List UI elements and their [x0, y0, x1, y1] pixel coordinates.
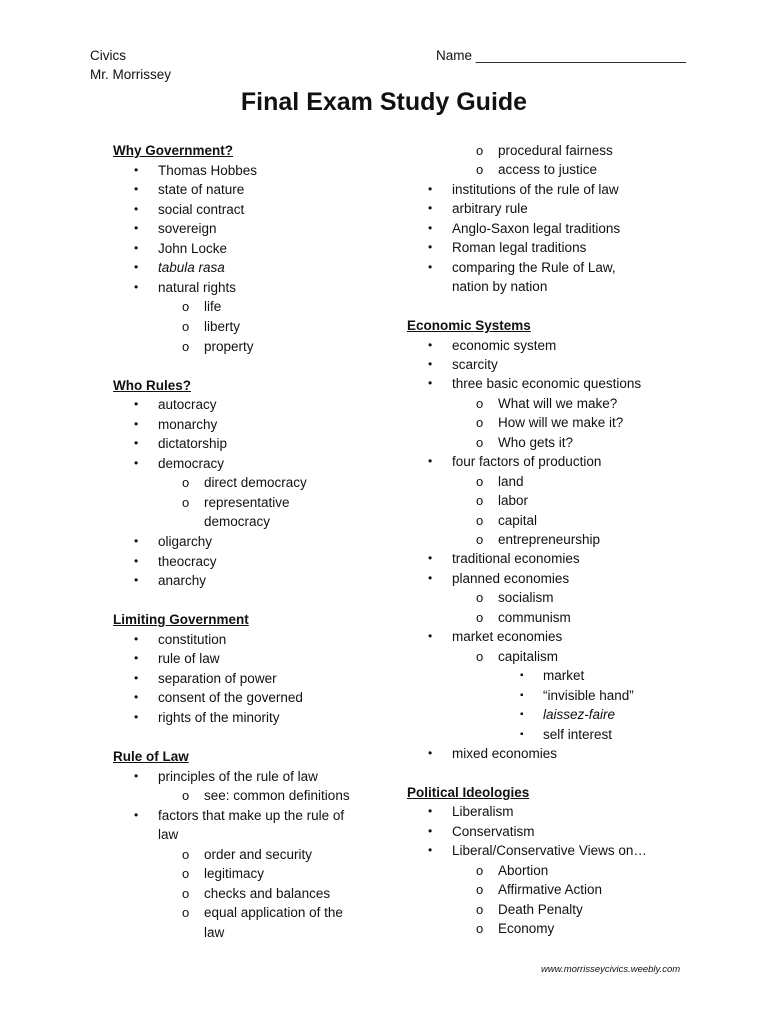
- item-text: Death Penalty: [498, 901, 583, 917]
- sub-list-item: [476, 608, 571, 628]
- item-text: Liberal/Conservative Views on…: [452, 843, 647, 859]
- course-label: Civics: [90, 48, 126, 63]
- item-text: planned economies: [452, 570, 570, 586]
- sub-list-item: [182, 473, 307, 493]
- item-text: procedural fairness: [498, 143, 613, 158]
- circle-bullet-icon: o: [476, 395, 484, 411]
- item-text: Thomas Hobbes: [158, 162, 258, 178]
- sub-list-item: [476, 141, 613, 161]
- bullet-icon: •: [134, 397, 139, 412]
- section-heading: [113, 141, 233, 161]
- item-text: economic system: [452, 337, 557, 353]
- circle-bullet-icon: o: [476, 415, 484, 431]
- item-text: separation of power: [158, 670, 277, 686]
- list-item: [134, 239, 228, 259]
- circle-bullet-icon: o: [476, 512, 484, 528]
- sub-list-item: [182, 297, 222, 317]
- item-text: four factors of production: [452, 454, 602, 470]
- list-item: [134, 649, 220, 669]
- list-item: [428, 822, 535, 842]
- bullet-icon: •: [134, 690, 139, 705]
- item-text: state of nature: [158, 182, 245, 198]
- bullet-icon: •: [428, 551, 433, 566]
- circle-bullet-icon: o: [182, 475, 190, 491]
- sub-list-item: [476, 413, 624, 433]
- bullet-icon: •: [134, 240, 139, 255]
- circle-bullet-icon: o: [182, 788, 190, 804]
- list-item: [134, 415, 218, 435]
- bullet-icon: •: [428, 356, 433, 371]
- bullet-icon: •: [134, 534, 139, 548]
- item-text: Rule of Law: [113, 749, 189, 765]
- list-item: [428, 452, 602, 472]
- section-heading: [113, 610, 249, 630]
- bullet-icon: •: [428, 181, 433, 196]
- circle-bullet-icon: o: [182, 299, 190, 315]
- circle-bullet-icon: o: [182, 846, 190, 862]
- item-text: Economy: [498, 921, 555, 936]
- list-item: [428, 336, 557, 356]
- item-text: see: common definitions: [204, 788, 350, 804]
- list-item: [158, 825, 178, 845]
- item-text: self interest: [543, 726, 613, 742]
- list-item: [428, 180, 619, 200]
- item-text: Affirmative Action: [498, 882, 603, 898]
- list-item: [134, 532, 213, 552]
- list-item: [428, 238, 587, 258]
- list-item: [428, 199, 528, 219]
- bullet-icon: •: [134, 709, 139, 724]
- sub-sub-list-item: [520, 705, 616, 725]
- bullet-icon: •: [134, 573, 139, 588]
- item-text: direct democracy: [204, 475, 307, 491]
- item-text: natural rights: [158, 279, 237, 295]
- bullet-icon: •: [134, 631, 139, 646]
- section-heading: [113, 747, 189, 767]
- item-text: Why Government?: [113, 143, 234, 158]
- item-text: entrepreneurship: [498, 532, 601, 547]
- item-text: communism: [498, 609, 571, 625]
- item-text: tabula rasa: [158, 260, 225, 276]
- bullet-icon: •: [428, 259, 433, 274]
- section-heading: [407, 316, 531, 336]
- sub-list-item: [476, 588, 554, 608]
- sub-list-item: [476, 861, 549, 881]
- item-text: rights of the minority: [158, 709, 280, 725]
- bullet-icon: •: [428, 804, 433, 819]
- item-text: legitimacy: [204, 866, 265, 882]
- square-bullet-icon: ▪: [520, 709, 524, 721]
- item-text: democracy: [158, 455, 225, 471]
- item-text: autocracy: [158, 397, 217, 413]
- bullet-icon: •: [134, 416, 139, 431]
- bullet-icon: •: [428, 240, 433, 255]
- sub-sub-list-item: [520, 686, 634, 706]
- bullet-icon: •: [428, 201, 433, 216]
- bullet-icon: •: [428, 376, 433, 391]
- item-text: Who Rules?: [113, 377, 191, 393]
- footer-url: www.morrisseycivics.weebly.com: [541, 964, 681, 975]
- name-field-label: Name ____________________________: [436, 48, 686, 63]
- circle-bullet-icon: o: [476, 921, 484, 936]
- item-text: Roman legal traditions: [452, 240, 587, 256]
- circle-bullet-icon: o: [182, 338, 190, 354]
- list-item: [428, 549, 580, 569]
- item-text: anarchy: [158, 573, 207, 589]
- item-text: oligarchy: [158, 534, 213, 549]
- item-text: market: [543, 668, 585, 684]
- list-item: [428, 219, 621, 239]
- bullet-icon: •: [134, 455, 139, 470]
- item-text: What will we make?: [498, 395, 618, 411]
- item-text: institutions of the rule of law: [452, 181, 619, 197]
- item-text: liberty: [204, 318, 241, 334]
- bullet-icon: •: [428, 454, 433, 469]
- sub-list-item: [476, 900, 583, 920]
- item-text: consent of the governed: [158, 690, 303, 706]
- item-text: Conservatism: [452, 823, 535, 839]
- list-item: [428, 374, 642, 394]
- circle-bullet-icon: o: [476, 434, 484, 450]
- sub-list-item: [182, 884, 331, 904]
- item-text: factors that make up the rule of: [158, 807, 345, 823]
- list-item: [134, 278, 237, 298]
- bullet-icon: •: [134, 221, 139, 236]
- sub-list-item: [182, 845, 313, 865]
- sub-list-item: [182, 317, 241, 337]
- item-text: representative: [204, 494, 290, 510]
- circle-bullet-icon: o: [476, 143, 484, 158]
- item-text: order and security: [204, 846, 313, 862]
- item-text: comparing the Rule of Law,: [452, 259, 616, 275]
- item-text: law: [204, 925, 225, 940]
- bullet-icon: •: [428, 337, 433, 352]
- circle-bullet-icon: o: [476, 532, 484, 547]
- bullet-icon: •: [134, 768, 139, 783]
- list-item: [134, 767, 318, 787]
- item-text: sovereign: [158, 221, 217, 237]
- square-bullet-icon: ▪: [520, 689, 524, 701]
- sub-sub-list-item: [520, 666, 585, 686]
- sub-list-item: [476, 160, 598, 180]
- item-text: capitalism: [498, 648, 559, 664]
- list-item: [134, 571, 207, 591]
- item-text: social contract: [158, 201, 245, 217]
- square-bullet-icon: ▪: [520, 670, 524, 682]
- list-item: [134, 669, 277, 689]
- list-item: [428, 569, 570, 589]
- item-text: land: [498, 473, 524, 489]
- sub-list-item: [476, 472, 524, 492]
- sub-list-item: [476, 511, 538, 531]
- list-item: [134, 200, 245, 220]
- item-text: arbitrary rule: [452, 201, 528, 217]
- item-text: checks and balances: [204, 885, 331, 901]
- sub-list-item: [476, 880, 603, 900]
- item-text: Political Ideologies: [407, 784, 530, 800]
- bullet-icon: •: [134, 670, 139, 685]
- bullet-icon: •: [428, 745, 433, 760]
- list-item: [428, 841, 647, 861]
- item-text: equal application of the: [204, 905, 343, 921]
- item-text: labor: [498, 493, 529, 509]
- bullet-icon: •: [134, 201, 139, 216]
- list-item: [134, 219, 217, 239]
- list-item: [134, 708, 280, 728]
- circle-bullet-icon: o: [476, 862, 484, 878]
- circle-bullet-icon: o: [476, 609, 484, 625]
- circle-bullet-icon: o: [182, 494, 190, 510]
- item-text: Liberalism: [452, 804, 514, 820]
- list-item: [428, 355, 498, 375]
- sub-sub-list-item: [520, 725, 613, 745]
- item-text: rule of law: [158, 651, 220, 667]
- sub-list-item: [476, 491, 529, 511]
- page-title: Final Exam Study Guide: [240, 88, 528, 116]
- item-text: theocracy: [158, 553, 217, 569]
- item-text: democracy: [204, 514, 271, 530]
- bullet-icon: •: [428, 843, 433, 858]
- list-item: [134, 180, 245, 200]
- bullet-icon: •: [134, 651, 139, 666]
- item-text: dictatorship: [158, 436, 228, 452]
- bullet-icon: •: [134, 162, 139, 177]
- list-item: [134, 258, 225, 278]
- circle-bullet-icon: o: [476, 648, 484, 664]
- circle-bullet-icon: o: [476, 162, 484, 178]
- circle-bullet-icon: o: [476, 473, 484, 489]
- sub-list-item: [476, 919, 555, 939]
- item-text: constitution: [158, 631, 227, 647]
- bullet-icon: •: [428, 629, 433, 644]
- item-text: Limiting Government: [113, 612, 249, 628]
- section-heading: [407, 783, 529, 803]
- bullet-icon: •: [134, 553, 139, 568]
- square-bullet-icon: ▪: [520, 728, 524, 740]
- bullet-icon: •: [428, 220, 433, 235]
- bullet-icon: •: [134, 436, 139, 451]
- sub-list-item: [182, 903, 343, 923]
- item-text: property: [204, 338, 254, 354]
- list-item: [134, 552, 217, 572]
- list-item: [134, 434, 228, 454]
- item-text: monarchy: [158, 416, 218, 432]
- sub-list-item: [182, 786, 350, 806]
- item-text: mixed economies: [452, 745, 558, 761]
- item-text: socialism: [498, 590, 554, 606]
- section-heading: [113, 376, 191, 396]
- item-text: Who gets it?: [498, 434, 574, 450]
- bullet-icon: •: [134, 182, 139, 197]
- circle-bullet-icon: o: [182, 318, 190, 334]
- item-text: Abortion: [498, 862, 549, 878]
- sub-list-item: [476, 433, 574, 453]
- list-item: [134, 688, 303, 708]
- list-item: [134, 630, 227, 650]
- sub-list-item: [476, 530, 601, 550]
- item-text: laissez-faire: [543, 707, 616, 723]
- circle-bullet-icon: o: [182, 905, 190, 921]
- circle-bullet-icon: o: [476, 493, 484, 509]
- item-text: “invisible hand”: [543, 687, 634, 703]
- circle-bullet-icon: o: [476, 590, 484, 606]
- item-text: three basic economic questions: [452, 376, 642, 392]
- item-text: John Locke: [158, 240, 228, 256]
- bullet-icon: •: [134, 279, 139, 294]
- list-item: [134, 806, 345, 826]
- item-text: capital: [498, 512, 538, 528]
- item-text: nation by nation: [452, 279, 548, 295]
- sub-list-item: [476, 647, 559, 667]
- item-text: access to justice: [498, 162, 598, 178]
- sub-list-item: [204, 512, 270, 532]
- sub-list-item: [476, 394, 618, 414]
- bullet-icon: •: [428, 570, 433, 585]
- item-text: Anglo-Saxon legal traditions: [452, 220, 621, 236]
- item-text: market economies: [452, 629, 563, 645]
- list-item: [428, 802, 514, 822]
- item-text: law: [158, 827, 179, 843]
- item-text: principles of the rule of law: [158, 768, 318, 784]
- list-item: [134, 454, 225, 474]
- item-text: traditional economies: [452, 551, 580, 567]
- list-item: [428, 744, 558, 764]
- list-item: [428, 627, 563, 647]
- sub-list-item: [182, 337, 254, 357]
- sub-list-item: [182, 864, 265, 884]
- item-text: Economic Systems: [407, 318, 531, 334]
- item-text: How will we make it?: [498, 415, 624, 431]
- item-text: life: [204, 299, 222, 315]
- list-item: [134, 395, 217, 415]
- bullet-icon: •: [134, 260, 139, 275]
- circle-bullet-icon: o: [476, 901, 484, 917]
- bullet-icon: •: [428, 823, 433, 838]
- list-item: [452, 277, 547, 297]
- circle-bullet-icon: o: [476, 882, 484, 898]
- item-text: scarcity: [452, 356, 498, 372]
- list-item: [428, 258, 616, 278]
- list-item: [134, 161, 258, 181]
- circle-bullet-icon: o: [182, 885, 190, 901]
- teacher-label: Mr. Morrissey: [90, 67, 171, 82]
- sub-list-item: [204, 923, 224, 943]
- bullet-icon: •: [134, 807, 139, 822]
- sub-list-item: [182, 493, 290, 513]
- circle-bullet-icon: o: [182, 866, 190, 882]
